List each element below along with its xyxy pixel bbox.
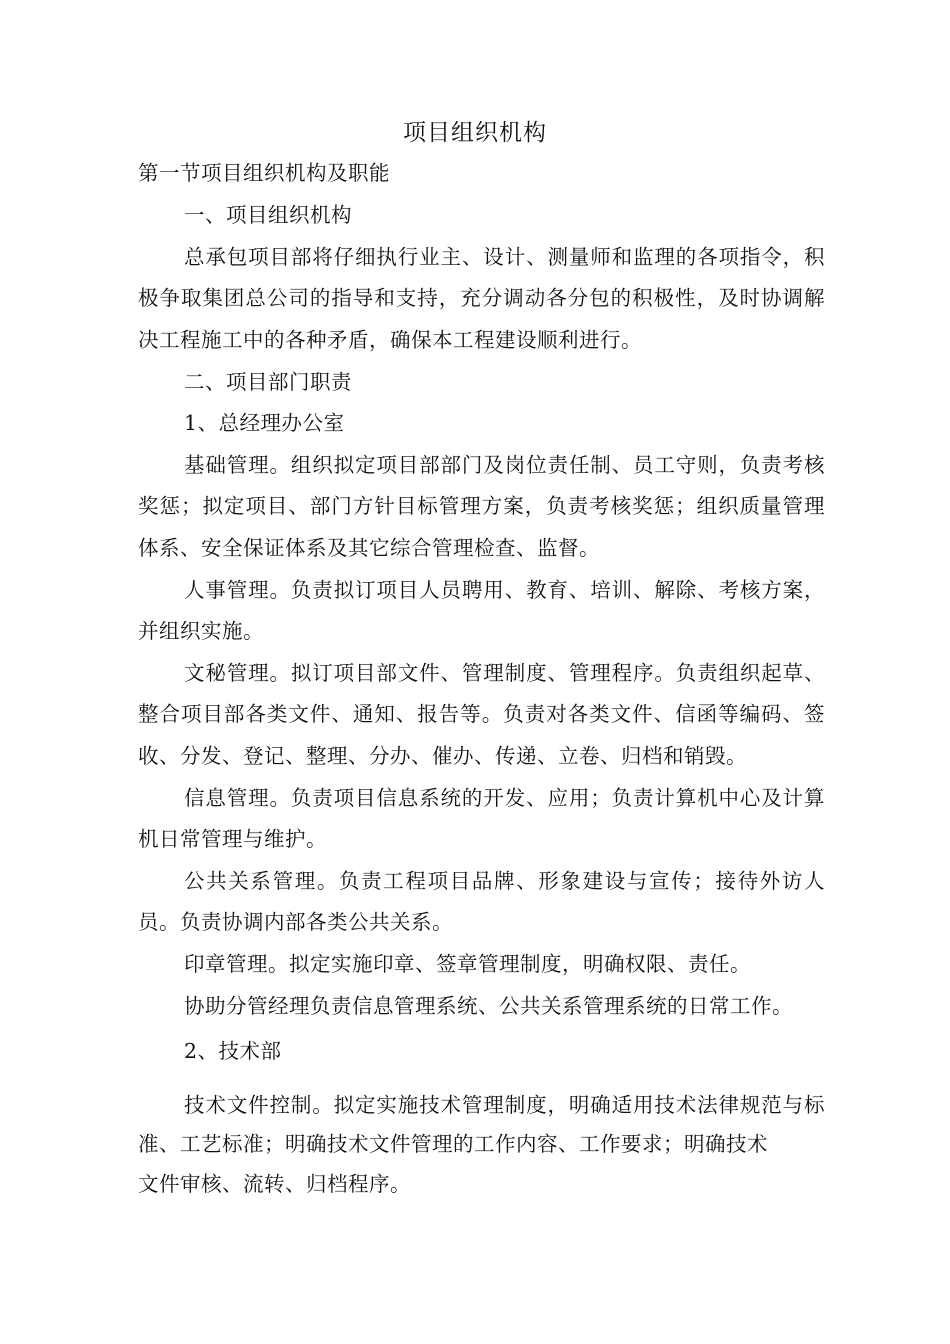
section-heading: 第一节项目组织机构及职能 — [138, 161, 390, 185]
paragraph-line: 体系、安全保证体系及其它综合管理检查、监督。 — [138, 536, 600, 560]
heading-dept-duties: 二、项目部门职责 — [184, 370, 352, 394]
paragraph-line: 奖惩；拟定项目、部门方针目标管理方案，负责考核奖惩；组织质量管理 — [138, 494, 825, 518]
paragraph-line: 技术文件控制。拟定实施技术管理制度，明确适用技术法律规范与标 — [184, 1093, 825, 1117]
paragraph-line: 人事管理。负责拟订项目人员聘用、教育、培训、解除、考核方案， — [184, 578, 825, 602]
paragraph-line: 决工程施工中的各种矛盾，确保本工程建设顺利进行。 — [138, 328, 642, 352]
subheading-gm-office: 1、总经理办公室 — [184, 411, 345, 435]
paragraph-line: 文件审核、流转、归档程序。 — [138, 1172, 411, 1196]
heading-org-structure: 一、项目组织机构 — [184, 203, 352, 227]
paragraph-line: 机日常管理与维护。 — [138, 827, 327, 851]
paragraph-line: 协助分管经理负责信息管理系统、公共关系管理系统的日常工作。 — [184, 994, 793, 1018]
paragraph-line: 准、工艺标准；明确技术文件管理的工作内容、工作要求；明确技术 — [138, 1132, 768, 1156]
subheading-tech-dept: 2、技术部 — [184, 1039, 282, 1063]
paragraph-line: 收、分发、登记、整理、分办、催办、传递、立卷、归档和销毁。 — [138, 744, 747, 768]
paragraph-line: 整合项目部各类文件、通知、报告等。负责对各类文件、信函等编码、签 — [138, 702, 825, 726]
paragraph-line: 文秘管理。拟订项目部文件、管理制度、管理程序。负责组织起草、 — [184, 661, 825, 685]
paragraph-line: 基础管理。组织拟定项目部部门及岗位责任制、员工守则，负责考核 — [184, 453, 825, 477]
page-title: 项目组织机构 — [403, 120, 547, 146]
paragraph-line: 信息管理。负责项目信息系统的开发、应用；负责计算机中心及计算 — [184, 786, 825, 810]
paragraph-line: 员。负责协调内部各类公共关系。 — [138, 910, 453, 934]
paragraph-line: 并组织实施。 — [138, 619, 264, 643]
paragraph-line: 公共关系管理。负责工程项目品牌、形象建设与宣传；接待外访人 — [184, 869, 825, 893]
paragraph-line: 总承包项目部将仔细执行业主、设计、测量师和监理的各项指令，积 — [184, 245, 825, 269]
paragraph-line: 印章管理。拟定实施印章、签章管理制度，明确权限、责任。 — [184, 952, 751, 976]
paragraph-line: 极争取集团总公司的指导和支持，充分调动各分包的积极性，及时协调解 — [138, 286, 825, 310]
